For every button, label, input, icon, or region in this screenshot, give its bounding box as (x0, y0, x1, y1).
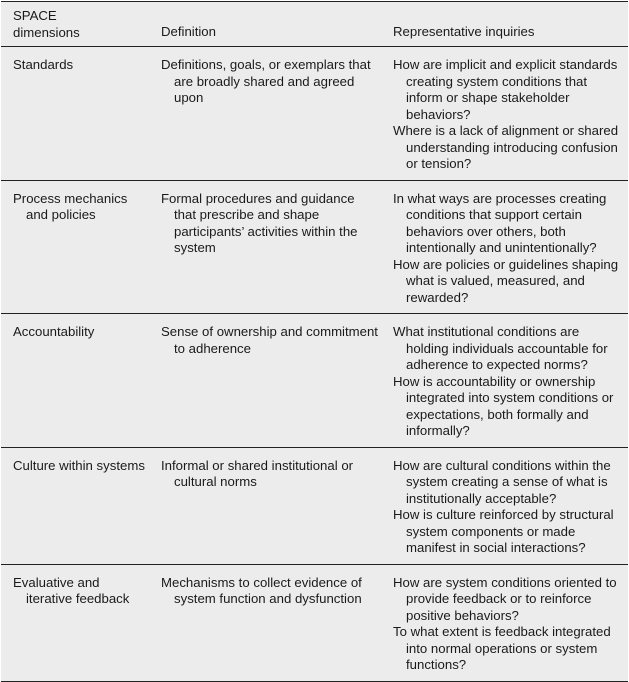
table-row (1, 314, 628, 448)
inquiry-text: Where is a lack of alignment or shared understanding introducing confusion or tension? (393, 123, 619, 171)
inquiry-text: How is accountability or ownership integrated into system conditions or expectations, both formally and informally? (393, 373, 614, 438)
header-inquiries: Representative inquiries (393, 24, 535, 39)
inquiries-cell (380, 565, 628, 681)
inquiries-cell (380, 314, 628, 447)
inquiry-text: What institutional conditions are holding individuals accountable for adherence to expected norms? (393, 324, 608, 372)
definition-cell: Definitions, goals, or exemplars that are broadly shared and agreed upon (161, 57, 371, 105)
inquiry-text: How are implicit and explicit standards creating system conditions that inform or shape stakeholder behaviors? (393, 57, 618, 122)
inquiry-text: In what ways are processes creating conditions that support certain behaviors over others, both intentionally and unintentionally? (393, 190, 607, 255)
definition-cell: Formal procedures and guidance that prescribe and shape participants’ activities within the system (161, 190, 358, 255)
inquiry-text: How are policies or guidelines shaping what is valued, measured, and rewarded? (393, 256, 619, 305)
dimension-cell: Process mechanics and policies (13, 190, 128, 222)
dimension-cell: Evaluative and iterative feedback (13, 574, 130, 606)
inquiry-text: How are cultural conditions within the system creating a sense of what is institutionally acceptable? (393, 457, 611, 506)
inquiries-cell (380, 448, 628, 564)
inquiry-text: How is culture reinforced by structural system components or made manifest in social interactions? (393, 507, 614, 555)
dimension-cell: Culture within systems (13, 457, 145, 473)
table-header-row (1, 2, 628, 47)
definition-cell: Sense of ownership and commitment to adherence (161, 324, 378, 356)
inquiry-text: How are system conditions oriented to provide feedback or to reinforce positive behaviors? (393, 574, 617, 623)
dimension-cell: Accountability (13, 324, 95, 339)
header-dimension: SPACE dimensions (13, 8, 80, 40)
table-row (1, 565, 628, 682)
table-row (1, 47, 628, 181)
space-dimensions-table (1, 1, 628, 682)
definition-cell: Informal or shared institutional or cultural norms (161, 457, 354, 489)
definition-cell: Mechanisms to collect evidence of system function and dysfunction (161, 574, 362, 606)
header-definition: Definition (161, 24, 216, 39)
inquiry-text: To what extent is feedback integrated into normal operations or system functions? (393, 624, 611, 672)
inquiries-cell (380, 181, 628, 314)
table-row (1, 448, 628, 565)
inquiries-cell (380, 47, 628, 180)
table-row (1, 181, 628, 315)
dimension-cell: Standards (13, 57, 74, 72)
